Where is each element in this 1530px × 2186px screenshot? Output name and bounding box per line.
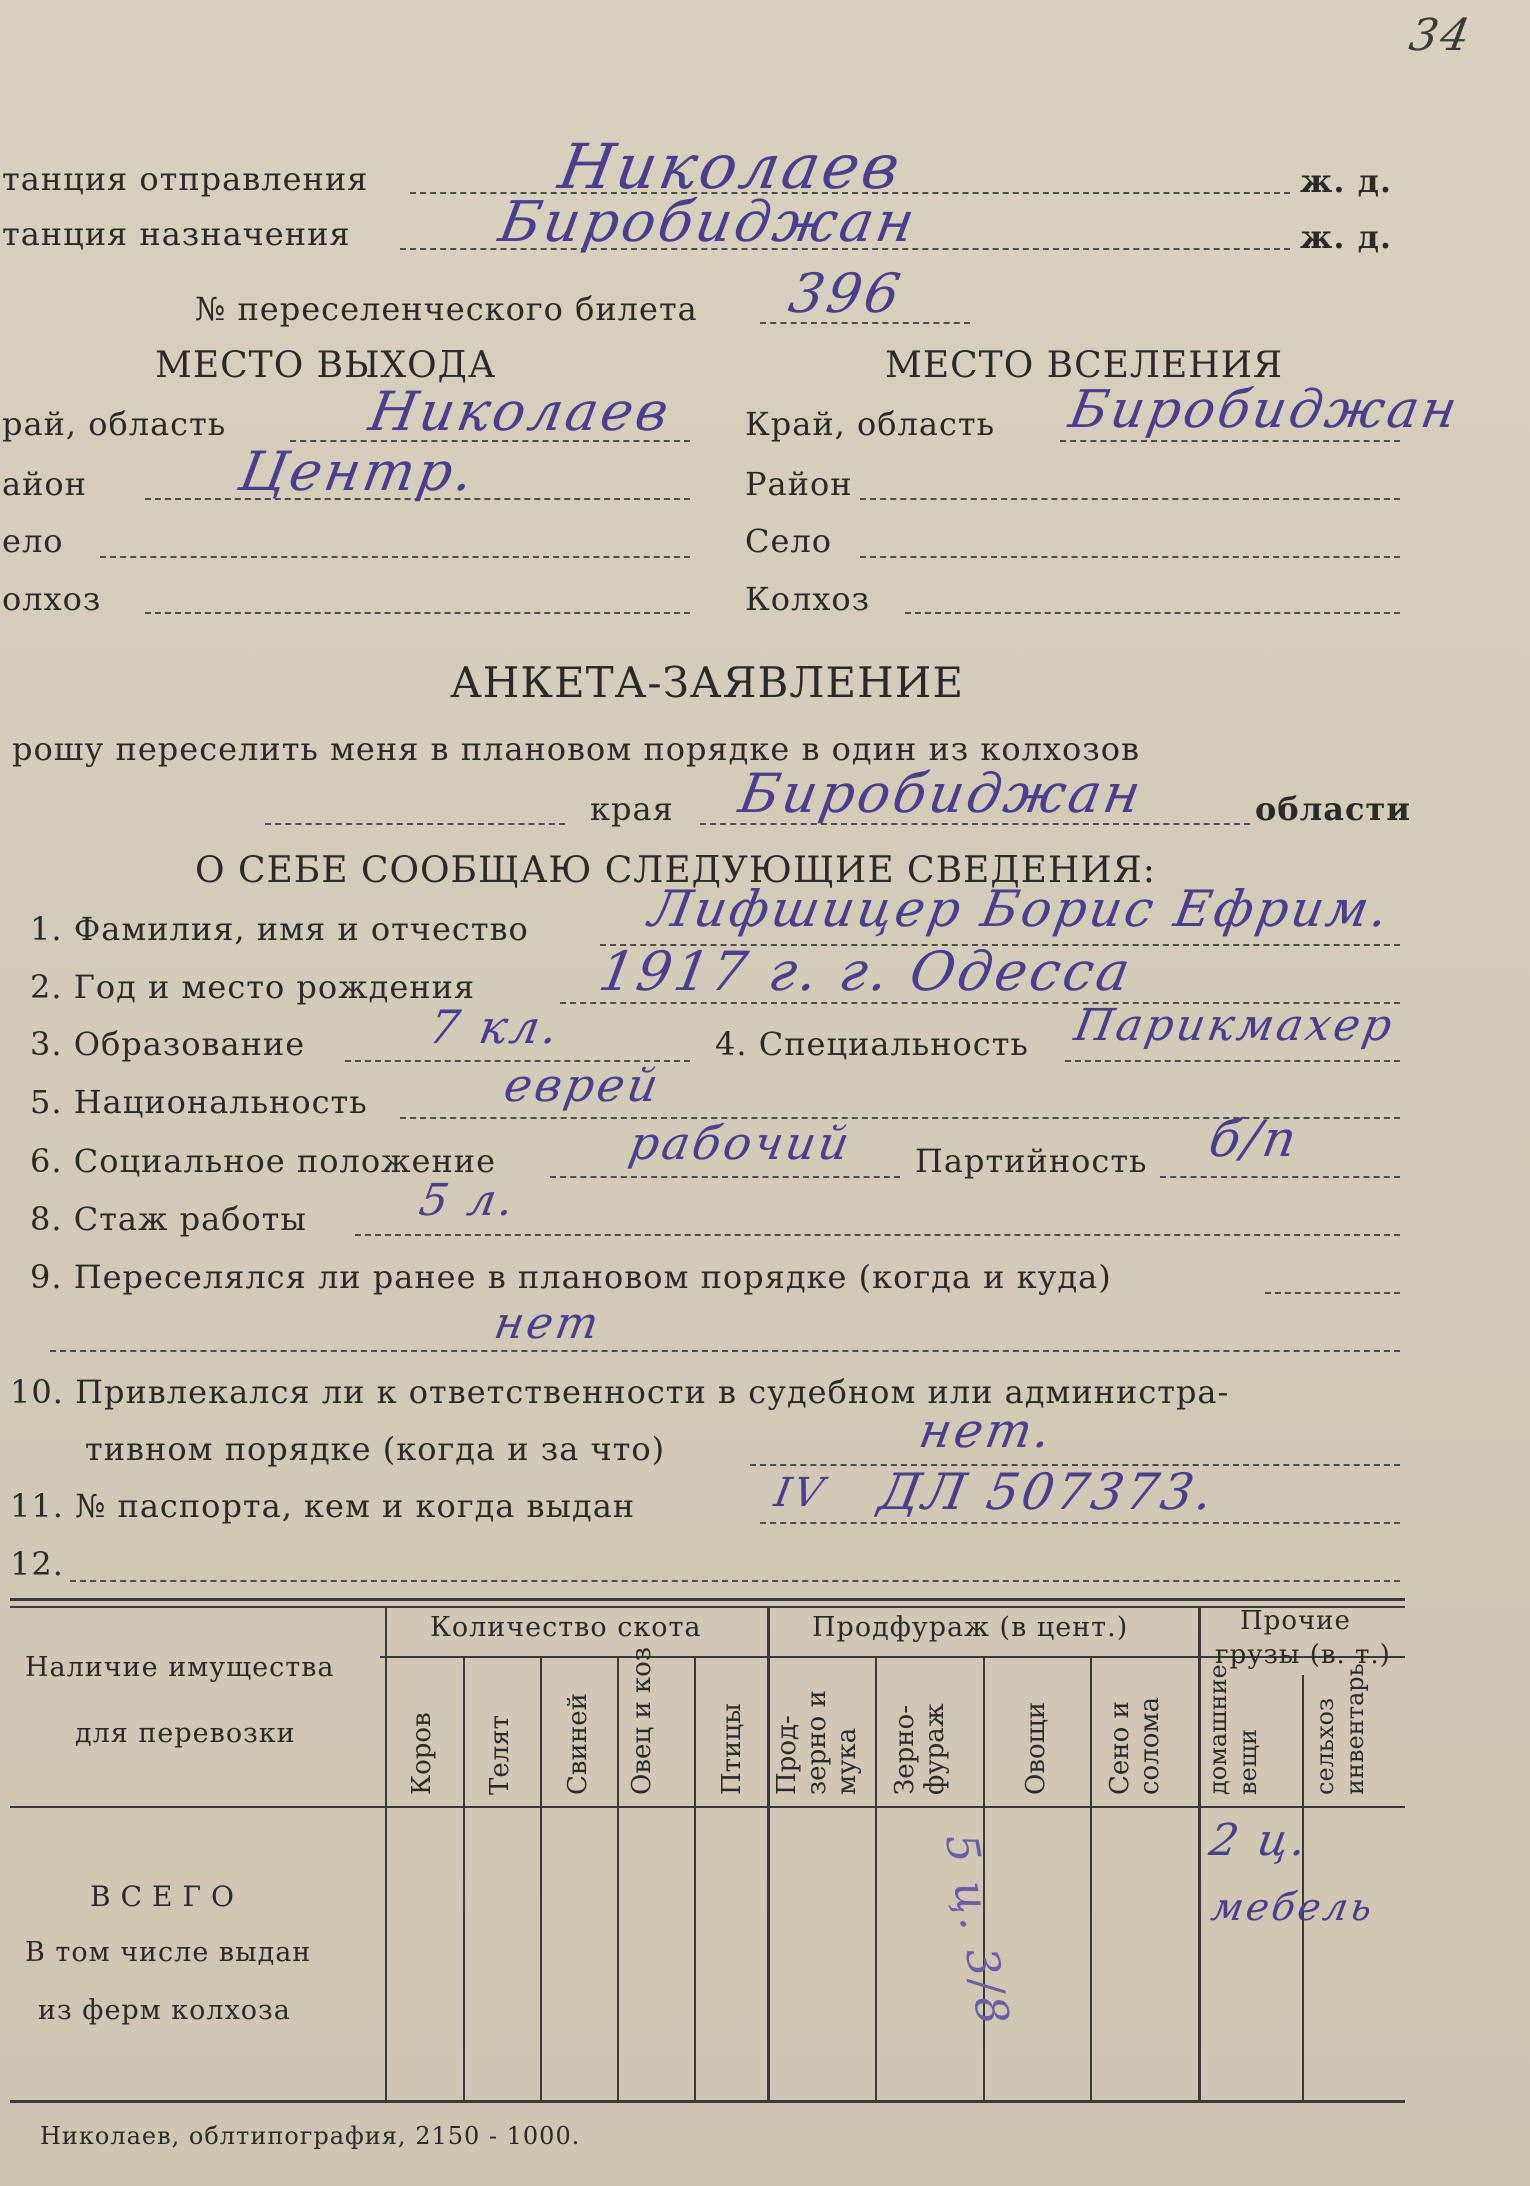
item-4-line <box>1065 1060 1400 1062</box>
kraya-label: края <box>590 790 674 828</box>
origin-village-line <box>100 556 690 558</box>
item-9-label: 9. Переселялся ли ранее в плановом порядке (когда и куда) <box>30 1258 1112 1296</box>
origin-kolkhoz-label: олхоз <box>2 580 102 618</box>
dest-village-label: Село <box>745 522 833 560</box>
item-5-value: еврей <box>500 1058 666 1112</box>
col-household: домашние вещи <box>1204 1664 1262 1795</box>
item-9-line-a <box>1265 1292 1400 1294</box>
page-number: 34 <box>1405 10 1477 61</box>
item-2-label: 2. Год и место рождения <box>30 968 476 1006</box>
origin-region-value: Николаев <box>364 380 677 443</box>
dest-district-label: Район <box>745 465 853 503</box>
col-divider <box>1090 1656 1092 2100</box>
col-divider <box>1198 1606 1201 2100</box>
destination-value: Биробиджан <box>494 190 923 255</box>
table-header-bottom <box>10 1806 1405 1808</box>
item-6-value: рабочий <box>625 1116 857 1170</box>
household-value-2: мебель <box>1208 1885 1379 1929</box>
party-value: б/п <box>1204 1110 1304 1168</box>
item-6-label: 6. Социальное положение <box>30 1142 497 1180</box>
col-grain: Прод-зерно и мука <box>772 1690 862 1795</box>
col-pigs: Свиней <box>563 1693 593 1795</box>
settlement-heading: МЕСТО ВСЕЛЕНИЯ <box>885 345 1284 386</box>
item-1-value: Лифшицер Борис Ефрим. <box>644 880 1396 938</box>
ticket-value: 396 <box>784 262 908 325</box>
group-other-1: Прочие <box>1240 1606 1351 1636</box>
col-divider <box>767 1606 770 2100</box>
dest-kolkhoz-label: Колхоз <box>745 580 871 618</box>
item-11-prefix: IV <box>770 1470 830 1516</box>
item-9-value: нет <box>490 1298 606 1349</box>
group-other-2: грузы (в. т.) <box>1215 1640 1391 1670</box>
household-value-1: 2 ц. <box>1205 1815 1314 1866</box>
col-calves: Телят <box>485 1714 515 1795</box>
incl-label-1: В том числе выдан <box>25 1937 312 1968</box>
departure-rail: ж. д. <box>1300 162 1393 200</box>
item-8-label: 8. Стаж работы <box>30 1200 307 1238</box>
table-top-border-2 <box>10 1606 1405 1608</box>
item-11-label: 11. № паспорта, кем и когда выдан <box>10 1487 636 1525</box>
table-top-border <box>10 1598 1405 1601</box>
item-10-label-2: тивном порядке (когда и за что) <box>85 1430 666 1468</box>
col-veg: Овощи <box>1021 1701 1051 1795</box>
table-bottom-border <box>10 2100 1405 2103</box>
request-blank-line <box>265 823 565 825</box>
item-4-value: Парикмахер <box>1070 1000 1399 1051</box>
col-divider <box>385 1606 387 2100</box>
origin-district-label: айон <box>2 465 87 503</box>
item-12-line <box>70 1580 1400 1582</box>
dest-village-line <box>860 556 1400 558</box>
group-fodder: Продфураж (в цент.) <box>812 1612 1129 1643</box>
col-feed: Зерно-фураж <box>890 1703 950 1795</box>
col-cows: Коров <box>407 1712 437 1795</box>
item-12-label: 12. <box>10 1545 64 1583</box>
row-header-2: для перевозки <box>75 1718 296 1749</box>
footer-imprint: Николаев, облтипография, 2150 - 1000. <box>40 2122 581 2150</box>
incl-label-2: из ферм колхоза <box>38 1995 291 2026</box>
group-livestock: Количество скота <box>430 1612 702 1643</box>
item-6-line <box>550 1176 900 1178</box>
form-title: АНКЕТА-ЗАЯВЛЕНИЕ <box>450 658 964 707</box>
col-divider <box>463 1656 465 2100</box>
origin-heading: МЕСТО ВЫХОДА <box>155 345 497 386</box>
section-heading: О СЕБЕ СООБЩАЮ СЛЕДУЮЩИЕ СВЕДЕНИЯ: <box>195 850 1156 891</box>
party-line <box>1160 1176 1400 1178</box>
origin-kolkhoz-line <box>145 612 690 614</box>
item-3-label: 3. Образование <box>30 1025 306 1063</box>
origin-district-value: Центр. <box>234 440 482 503</box>
item-10-value: нет. <box>915 1403 1058 1459</box>
total-label: ВСЕГО <box>90 1880 244 1913</box>
dest-region-value: Биробиджан <box>1064 380 1465 440</box>
dest-kolkhoz-line <box>905 612 1400 614</box>
dest-district-line <box>860 498 1400 500</box>
item-4-label: 4. Специальность <box>715 1025 1029 1063</box>
col-divider <box>540 1656 542 2100</box>
dest-region-label: Край, область <box>745 405 995 443</box>
destination-label: танция назначения <box>2 215 351 253</box>
col-divider <box>694 1656 696 2100</box>
origin-village-label: ело <box>2 522 64 560</box>
item-10-label-1: 10. Привлекался ли к ответственности в судебном или администра- <box>10 1373 1230 1411</box>
party-label: Партийность <box>915 1142 1148 1180</box>
origin-region-label: рай, область <box>2 405 227 443</box>
oblast-label: области <box>1255 790 1412 828</box>
dest-region-line <box>1060 440 1400 442</box>
col-sheep: Овец и коз <box>627 1646 657 1795</box>
item-11-line <box>760 1522 1400 1524</box>
col-divider <box>875 1656 877 2100</box>
veg-value: 5 ц. 3/8 <box>934 1830 1019 2032</box>
kraya-value: Биробиджан <box>734 762 1149 825</box>
col-birds: Птицы <box>717 1703 747 1795</box>
item-8-line <box>355 1234 1400 1236</box>
item-8-value: 5 л. <box>415 1175 521 1226</box>
col-agri: сельхоз инвентарь <box>1311 1663 1369 1795</box>
departure-label: танция отправления <box>2 160 369 198</box>
item-1-label: 1. Фамилия, имя и отчество <box>30 910 529 948</box>
item-11-value: ДЛ 507373. <box>874 1463 1221 1521</box>
item-3-value: 7 кл. <box>425 1000 566 1054</box>
destination-rail: ж. д. <box>1300 218 1393 256</box>
departure-value: Николаев <box>553 130 909 203</box>
item-9-line-b <box>50 1350 1400 1352</box>
ticket-label: № переселенческого билета <box>195 290 698 328</box>
col-divider <box>617 1656 619 2100</box>
item-2-value: 1917 г. г. Одесса <box>594 940 1138 1003</box>
request-line: рошу переселить меня в плановом порядке в один из колхозов <box>12 730 1141 768</box>
col-hay: Сено и солома <box>1105 1696 1165 1795</box>
row-header-1: Наличие имущества <box>25 1652 335 1683</box>
item-5-label: 5. Национальность <box>30 1083 368 1121</box>
